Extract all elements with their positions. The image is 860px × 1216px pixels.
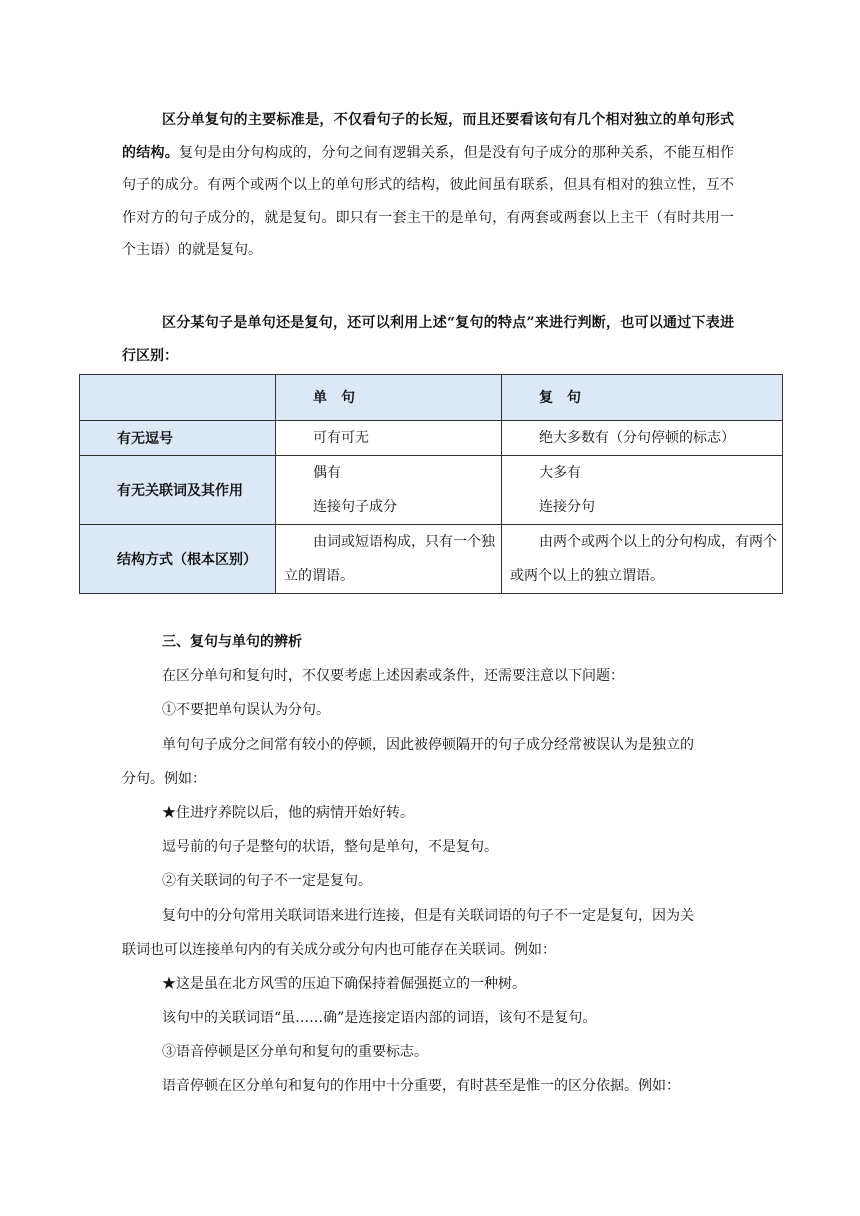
row-label: 有无逗号: [80, 421, 276, 456]
criteria-bold-text: 区分单复句的主要标准是，不仅看句子的长短，而且还要看该句有几个相对独立的单句形式的结构。: [122, 112, 734, 161]
cell-complex: 由两个或两个以上的分句构成，有两个或两个以上的独立谓语。: [502, 525, 783, 594]
example-2: ★这是虽在北方风雪的压迫下确保持着倔强挺立的一种树。: [162, 976, 526, 992]
point-1: ①不要把单句误认为分句。: [162, 702, 330, 718]
point-2: ②有关联词的句子不一定是复句。: [162, 873, 372, 889]
table-row: [80, 421, 783, 456]
paragraph-distinguish: 区分某句子是单句还是复句，还可以利用上述“复句的特点”来进行判断，也可以通过下表进行区别：: [122, 315, 734, 364]
cell-single: 可有可无: [276, 421, 502, 456]
table-row: [80, 456, 783, 525]
point-3: ③语音停顿是区分单句和复句的重要标志。: [162, 1044, 428, 1060]
table-header-row: [80, 375, 783, 421]
table-row: [80, 525, 783, 594]
point-2-text-b: 联词也可以连接单句内的有关成分或分句内也可能存在关联词。例如：: [122, 942, 556, 958]
cell-single: 由词或短语构成，只有一个独立的谓语。: [276, 525, 502, 594]
paragraph-criteria: [122, 104, 734, 267]
cell-line: 偶有: [313, 465, 341, 481]
criteria-body-text: 复句是由分句构成的，分句之间有逻辑关系，但是没有句子成分的那种关系，不能互相作句子的成分。有两个或两个以上的单句形式的结构，彼此间虽有联系，但具有相对的独立性，互不作对方的句子成分的，就是复句。即只有一套主干的是单句，有两套或两套以上主干（有时共用一个主语）的就是复句。: [122, 144, 734, 258]
cell-complex: [502, 456, 783, 525]
header-complex-sentence: 复 句: [502, 375, 783, 421]
table-corner-cell: [80, 375, 276, 421]
cell-single: [276, 456, 502, 525]
point-3-text: 语音停顿在区分单句和复句的作用中十分重要，有时甚至是惟一的区分依据。例如：: [162, 1078, 680, 1094]
section-intro: 在区分单句和复句时，不仅要考虑上述因素或条件，还需要注意以下问题：: [162, 668, 624, 684]
section-heading: 三、复句与单句的辨析: [162, 634, 302, 650]
cell-line: 连接句子成分: [313, 499, 397, 515]
cell-complex: 绝大多数有（分句停顿的标志）: [502, 421, 783, 456]
point-2-text-a: 复句中的分句常用关联词语来进行连接，但是有关联词语的句子不一定是复句，因为关: [162, 908, 694, 924]
row-label: 有无关联词及其作用: [80, 456, 276, 525]
note-2: 该句中的关联词语“虽……确”是连接定语内部的词语，该句不是复句。: [162, 1010, 597, 1026]
header-single-sentence: 单 句: [276, 375, 502, 421]
cell-line: 大多有: [539, 465, 581, 481]
point-1-text-b: 分句。例如：: [122, 771, 206, 787]
row-label: 结构方式（根本区别）: [80, 525, 276, 594]
point-1-text-a: 单句句子成分之间常有较小的停顿，因此被停顿隔开的句子成分经常被误认为是独立的: [162, 737, 694, 753]
note-1: 逗号前的句子是整句的状语，整句是单句，不是复句。: [162, 839, 498, 855]
cell-line: 连接分句: [539, 499, 595, 515]
example-1: ★住进疗养院以后，他的病情开始好转。: [162, 805, 414, 821]
comparison-table: [79, 374, 783, 594]
